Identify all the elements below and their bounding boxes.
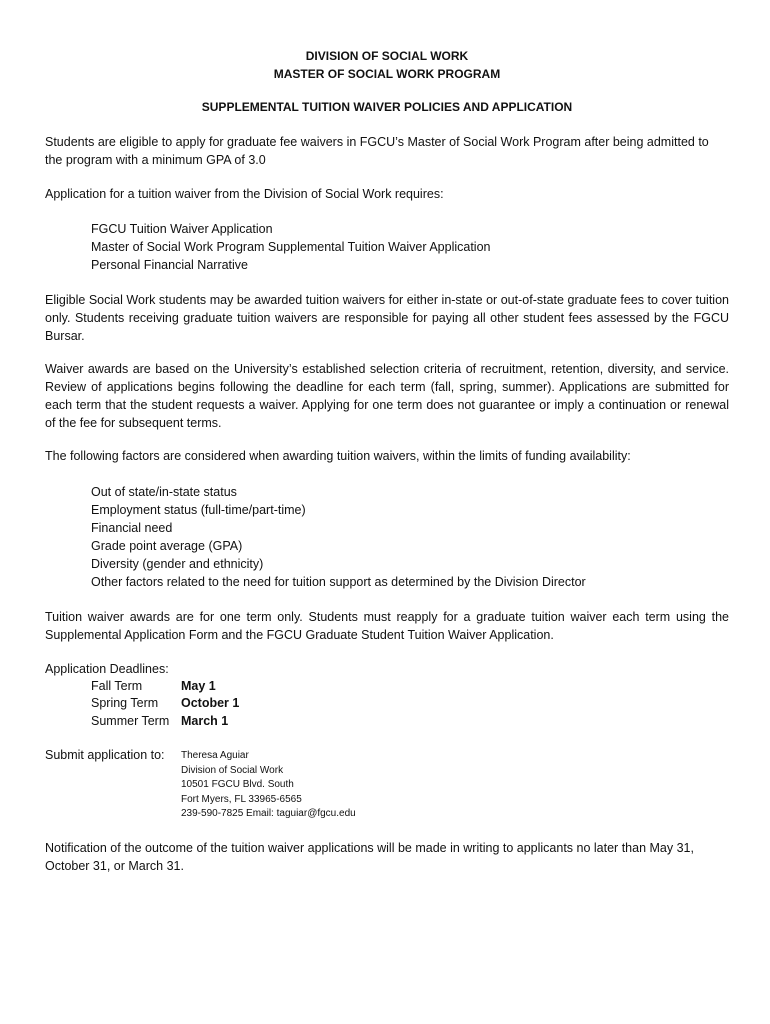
submit-label: Submit application to:: [45, 748, 165, 762]
requirements-intro: Application for a tuition waiver from the Division of Social Work requires:: [45, 187, 444, 201]
address-line: Fort Myers, FL 33965-6565: [181, 793, 302, 805]
page-title: SUPPLEMENTAL TUITION WAIVER POLICIES AND APPLICATION: [201, 100, 573, 114]
list-item: FGCU Tuition Waiver Application: [91, 222, 273, 236]
deadline-row-spring: [91, 694, 239, 712]
program-heading: MASTER OF SOCIAL WORK PROGRAM: [273, 67, 501, 81]
list-item: Out of state/in-state status: [91, 485, 237, 499]
list-item: Other factors related to the need for tuition support as determined by the Division Director: [91, 575, 586, 589]
deadline-row-fall: [91, 677, 216, 695]
deadline-row-summer: [91, 712, 228, 730]
deadline-date: March 1: [181, 714, 229, 728]
deadline-date: October 1: [181, 696, 240, 710]
list-item: Grade point average (GPA): [91, 539, 243, 553]
list-item: Personal Financial Narrative: [91, 258, 249, 272]
notification-paragraph: Notification of the outcome of the tuition waiver applications will be made in writing to applicants no later than May 31, October 31, or March 31.: [45, 841, 694, 873]
awards-paragraph: Waiver awards are based on the University’s established selection criteria of recruitment, retention, diversity, and service. Review of applications begins following the deadline for each term (fall, spring, summer). Applications are submitted for each term that the student requests a waiver. Applying for one term does not guarantee or imply a continuation or renewal of the fee for subsequent terms.: [45, 362, 729, 430]
eligibility-paragraph: Eligible Social Work students may be awarded tuition waivers for either in-state or out-of-state graduate fees to cover tuition only. Students receiving graduate tuition waivers are responsible for paying all other student fees assessed by the FGCU Bursar.: [45, 293, 729, 343]
address-line: Theresa Aguiar: [181, 750, 249, 761]
factors-intro: The following factors are considered when awarding tuition waivers, within the limits of funding availability:: [45, 449, 631, 463]
reapply-paragraph: Tuition waiver awards are for one term only. Students must reapply for a graduate tuition waiver each term using the Supplemental Application Form and the FGCU Graduate Student Tuition Waiver Application.: [45, 610, 729, 642]
deadline-term: Spring Term: [91, 696, 159, 710]
submit-address: [181, 749, 356, 822]
address-line: Division of Social Work: [181, 764, 284, 776]
list-item: Financial need: [91, 521, 173, 535]
deadlines-label: Application Deadlines:: [45, 662, 169, 676]
deadline-term: Summer Term: [91, 714, 170, 728]
deadline-date: May 1: [181, 679, 216, 693]
list-item: Master of Social Work Program Supplemental Tuition Waiver Application: [91, 240, 491, 254]
address-line: 239-590-7825 Email: taguiar@fgcu.edu: [181, 808, 356, 819]
address-line: 10501 FGCU Blvd. South: [181, 779, 294, 790]
division-heading: DIVISION OF SOCIAL WORK: [305, 49, 469, 63]
list-item: Employment status (full-time/part-time): [91, 503, 306, 517]
intro-paragraph: Students are eligible to apply for graduate fee waivers in FGCU’s Master of Social Work Program after being admitted to the program with a minimum GPA of 3.0: [45, 135, 709, 167]
deadline-term: Fall Term: [91, 679, 143, 693]
factors-list: [91, 483, 586, 591]
list-item: Diversity (gender and ethnicity): [91, 557, 264, 571]
requirements-list: [91, 220, 490, 274]
